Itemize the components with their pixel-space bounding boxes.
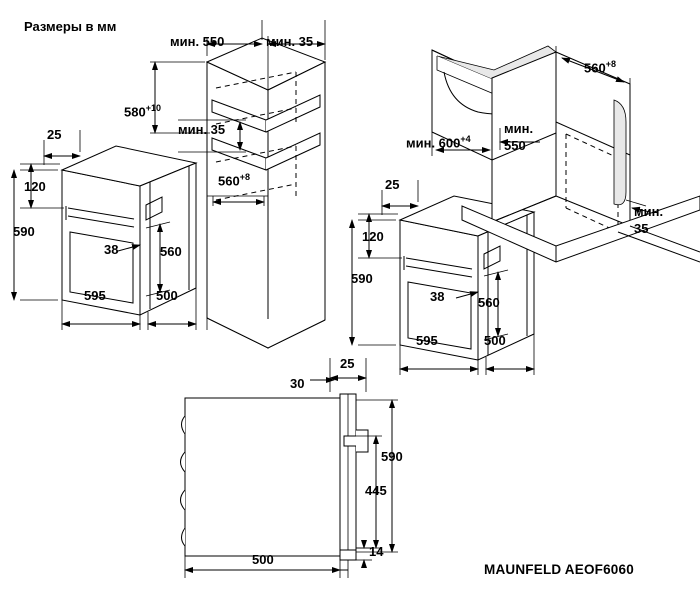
dim-label-25-left: 25 [47, 127, 62, 142]
dim-label-min550-cabinet: мин. 550 [170, 34, 225, 49]
dim-label-min600-corner: мин. $600^{+4}$ [406, 134, 471, 151]
dim-label-590-left: 590 [13, 224, 35, 239]
dim-label-560-corner: $560^{+8}$ [584, 59, 616, 76]
dim-label-min35-cabinet-mid: мин. 35 [178, 122, 226, 137]
dim-label-min550-corner-line2: 550 [504, 138, 526, 153]
side-section [181, 394, 369, 560]
dim-label-500-right: 500 [484, 333, 506, 348]
dim-label-min35-corner-line2: 35 [634, 221, 649, 236]
dim-label-min35-corner-line1: мин. [634, 204, 664, 219]
dim-label-595-left: 595 [84, 288, 106, 303]
dim-label-25-right: 25 [385, 177, 400, 192]
dim-label-595-right: 595 [416, 333, 438, 348]
dim-label-590-bottom: 590 [381, 449, 403, 464]
dim-label-min35-cabinet-top: мин. 35 [266, 34, 314, 49]
figure-title: Размеры в мм [24, 19, 117, 34]
dim-label-14-bottom: 14 [369, 544, 384, 559]
cabinet-body [207, 38, 325, 348]
dim-label-120-right: 120 [362, 229, 384, 244]
dim-label-560-left: 560 [160, 244, 182, 259]
dim-label-min550-corner-line1: мин. [504, 121, 534, 136]
dim-label-560-right: 560 [478, 295, 500, 310]
dim-label-580-cabinet: $580^{+10}$ [124, 103, 161, 120]
dim-label-445-bottom: 445 [365, 483, 387, 498]
dim-label-500-left: 500 [156, 288, 178, 303]
dim-500-bottom-tick [340, 560, 348, 578]
dim-label-590-right: 590 [351, 271, 373, 286]
dim-label-38-left: 38 [104, 242, 119, 257]
dim-label-38-right: 38 [430, 289, 445, 304]
dim-label-30-bottom: 30 [290, 376, 305, 391]
brand-model-label: MAUNFELD AEOF6060 [484, 562, 634, 577]
dim-label-25-bottom: 25 [340, 356, 355, 371]
dim-590-bottom [356, 400, 398, 552]
dim-label-500-bottom: 500 [252, 552, 274, 567]
dim-label-120-left: 120 [24, 179, 46, 194]
dim-label-560-cabinet: $560^{+8}$ [218, 172, 250, 189]
